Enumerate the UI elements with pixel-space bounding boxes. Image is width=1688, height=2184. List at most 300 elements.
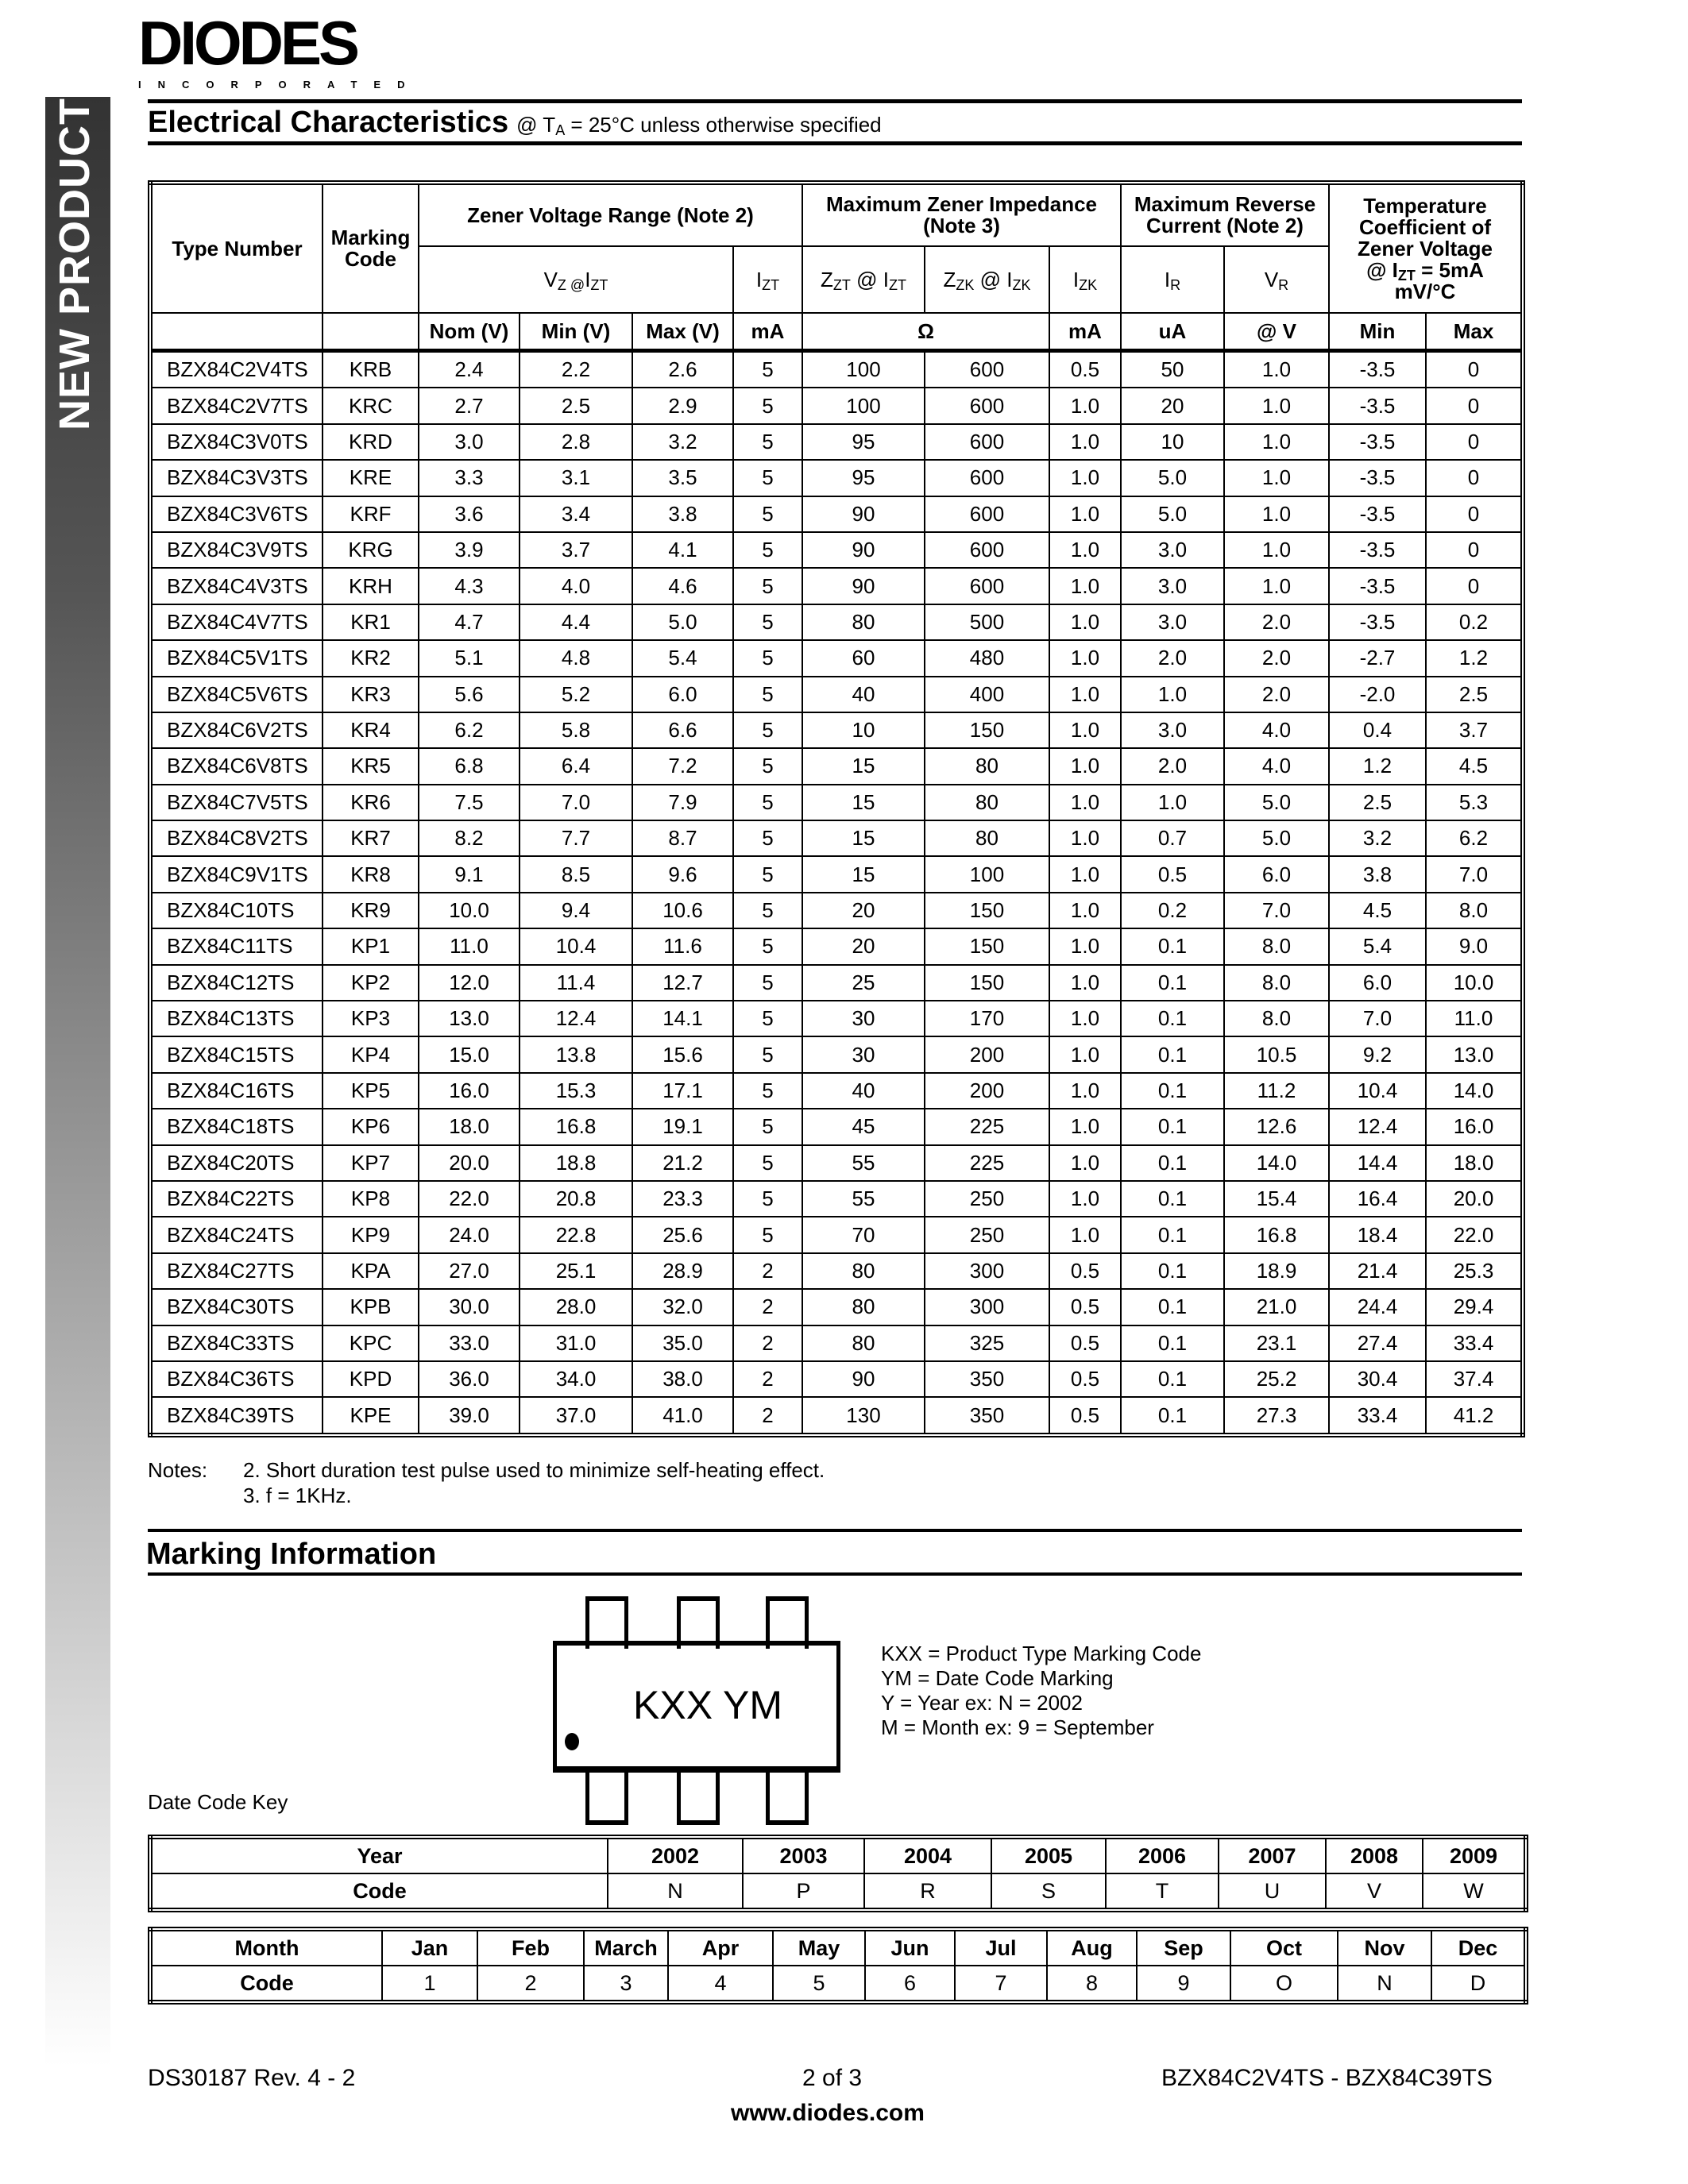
table-cell: 2.7 [419, 388, 520, 423]
unit-header: Min (V) [520, 313, 632, 351]
table-cell: 0.1 [1121, 1253, 1224, 1289]
header-vr: $V_R$ [1224, 246, 1329, 313]
table-cell: 27.4 [1329, 1325, 1426, 1361]
table-cell: 38.0 [632, 1361, 733, 1397]
table-cell: -3.5 [1329, 532, 1426, 568]
table-cell: 11.2 [1224, 1073, 1329, 1109]
table-row [150, 785, 1523, 820]
header-zzt: $Z_{ZT}$ @ $I_{ZT}$ [802, 246, 925, 313]
table-cell: 6.0 [632, 677, 733, 712]
table-row [150, 1217, 1523, 1252]
table-cell: 18.9 [1224, 1253, 1329, 1289]
table-cell: 2 [733, 1289, 802, 1325]
table-cell: 30 [802, 1036, 925, 1072]
table-row [150, 1001, 1523, 1036]
table-row [150, 1325, 1523, 1361]
table-cell: 1.0 [1049, 965, 1121, 1001]
table-cell: 325 [925, 1325, 1049, 1361]
table-cell: 10.5 [1224, 1036, 1329, 1072]
table-cell: 0.1 [1121, 928, 1224, 964]
table-cell: 7.7 [520, 820, 632, 856]
table-cell: BZX84C22TS [150, 1181, 323, 1217]
table-cell: 300 [925, 1253, 1049, 1289]
legend-line: KXX = Product Type Marking Code [881, 1642, 1202, 1665]
table-cell: 8.0 [1224, 965, 1329, 1001]
table-cell: 1.0 [1049, 640, 1121, 676]
note-3: 3. f = 1KHz. [243, 1484, 352, 1507]
date-code-cell: D [1431, 1966, 1526, 2002]
table-cell: -3.5 [1329, 568, 1426, 604]
table-cell: BZX84C5V1TS [150, 640, 323, 676]
table-cell: 0.2 [1426, 604, 1523, 640]
table-cell: 95 [802, 460, 925, 496]
table-cell: KP7 [323, 1145, 419, 1181]
table-cell: 80 [925, 820, 1049, 856]
table-cell: 24.4 [1329, 1289, 1426, 1325]
table-cell: KP5 [323, 1073, 419, 1109]
table-cell: 0.5 [1121, 856, 1224, 892]
table-cell: BZX84C27TS [150, 1253, 323, 1289]
table-cell: 5.3 [1426, 785, 1523, 820]
table-cell: 3.4 [520, 496, 632, 532]
table-cell: 12.4 [1329, 1109, 1426, 1144]
table-cell: 5 [733, 1036, 802, 1072]
year-code-table [148, 1835, 1528, 1912]
table-cell: 0.1 [1121, 1289, 1224, 1325]
date-code-cell: Jan [382, 1929, 477, 1966]
date-code-cell: S [991, 1873, 1106, 1910]
date-code-cell: 8 [1047, 1966, 1137, 2002]
header-ir: $I_R$ [1121, 246, 1224, 313]
table-cell: 11.6 [632, 928, 733, 964]
table-cell: 3.5 [632, 460, 733, 496]
date-code-cell: Oct [1230, 1929, 1338, 1966]
table-cell: 5 [733, 1073, 802, 1109]
table-cell: 11.0 [1426, 1001, 1523, 1036]
table-cell: 25.2 [1224, 1361, 1329, 1397]
table-cell: 400 [925, 677, 1049, 712]
table-cell: 23.3 [632, 1181, 733, 1217]
table-cell: 4.7 [419, 604, 520, 640]
table-cell: 1.2 [1426, 640, 1523, 676]
table-cell: 5.8 [520, 712, 632, 748]
table-cell: 18.8 [520, 1145, 632, 1181]
table-cell: 7.2 [632, 748, 733, 784]
table-cell: 0.1 [1121, 1181, 1224, 1217]
table-cell: 90 [802, 1361, 925, 1397]
table-cell: 8.2 [419, 820, 520, 856]
table-cell: KP9 [323, 1217, 419, 1252]
table-cell: 31.0 [520, 1325, 632, 1361]
table-cell: 50 [1121, 351, 1224, 388]
table-cell: 7.5 [419, 785, 520, 820]
table-cell: 35.0 [632, 1325, 733, 1361]
table-cell: 225 [925, 1109, 1049, 1144]
table-cell: 5 [733, 893, 802, 928]
table-cell: 600 [925, 532, 1049, 568]
unit-header: Min [1329, 313, 1426, 351]
table-cell: KRD [323, 424, 419, 460]
table-row [150, 1073, 1523, 1109]
date-code-cell: W [1423, 1873, 1526, 1910]
table-cell: KR4 [323, 712, 419, 748]
table-cell: 0 [1426, 424, 1523, 460]
table-row [150, 1397, 1523, 1434]
table-cell: 13.0 [1426, 1036, 1523, 1072]
table-cell: 39.0 [419, 1397, 520, 1434]
table-cell: 1.0 [1049, 1036, 1121, 1072]
table-cell: 4.6 [632, 568, 733, 604]
date-code-cell: Jun [865, 1929, 955, 1966]
table-cell: 60 [802, 640, 925, 676]
table-cell: 1.0 [1049, 388, 1121, 423]
table-cell: 5.2 [520, 677, 632, 712]
date-code-cell: 2003 [743, 1837, 864, 1873]
table-cell: 600 [925, 351, 1049, 388]
table-cell: 2 [733, 1361, 802, 1397]
table-cell: 32.0 [632, 1289, 733, 1325]
table-row [150, 460, 1523, 496]
pin-icon [677, 1773, 720, 1825]
table-cell: 10 [1121, 424, 1224, 460]
table-cell: 0.1 [1121, 965, 1224, 1001]
table-cell: 90 [802, 568, 925, 604]
table-cell: 4.0 [1224, 748, 1329, 784]
table-cell: 0.1 [1121, 1145, 1224, 1181]
table-cell: 1.0 [1049, 532, 1121, 568]
table-cell: 0.2 [1121, 893, 1224, 928]
table-cell: 21.0 [1224, 1289, 1329, 1325]
table-cell: 9.6 [632, 856, 733, 892]
table-cell: 600 [925, 460, 1049, 496]
table-cell: 80 [925, 748, 1049, 784]
table-cell: KRF [323, 496, 419, 532]
table-cell: 90 [802, 496, 925, 532]
table-cell: 12.6 [1224, 1109, 1329, 1144]
table-cell: 2 [733, 1253, 802, 1289]
table-cell: 600 [925, 424, 1049, 460]
header-zener-voltage: Zener Voltage Range (Note 2) [419, 183, 802, 246]
table-cell: 20.0 [419, 1145, 520, 1181]
table-cell: 2.5 [1426, 677, 1523, 712]
table-cell: 25 [802, 965, 925, 1001]
table-cell: 9.0 [1426, 928, 1523, 964]
table-cell: 4.0 [1224, 712, 1329, 748]
table-cell: 13.0 [419, 1001, 520, 1036]
table-cell: 4.1 [632, 532, 733, 568]
table-cell: 80 [802, 1253, 925, 1289]
table-cell: 8.0 [1224, 928, 1329, 964]
table-cell: 1.0 [1049, 893, 1121, 928]
table-cell: 1.0 [1049, 856, 1121, 892]
table-cell: 7.9 [632, 785, 733, 820]
table-cell: 20.0 [1426, 1181, 1523, 1217]
table-cell: 11.4 [520, 965, 632, 1001]
table-cell: 90 [802, 532, 925, 568]
table-cell: BZX84C6V2TS [150, 712, 323, 748]
table-cell: 14.0 [1426, 1073, 1523, 1109]
table-cell: 1.0 [1049, 1001, 1121, 1036]
date-code-cell: Jul [955, 1929, 1047, 1966]
table-row [150, 1145, 1523, 1181]
table-cell: 0.5 [1049, 351, 1121, 388]
date-code-cell: Sep [1137, 1929, 1230, 1966]
pin-icon [585, 1773, 628, 1825]
table-cell: 28.9 [632, 1253, 733, 1289]
table-cell: 33.4 [1426, 1325, 1523, 1361]
notes-label: Notes: [148, 1458, 208, 1482]
table-cell: 1.0 [1049, 820, 1121, 856]
table-cell: 0.1 [1121, 1217, 1224, 1252]
table-cell: 33.4 [1329, 1397, 1426, 1434]
table-cell: 5 [733, 928, 802, 964]
table-cell: 480 [925, 640, 1049, 676]
table-cell: KRG [323, 532, 419, 568]
unit-header: Ω [802, 313, 1049, 351]
table-cell: 2.6 [632, 351, 733, 388]
table-cell: BZX84C4V3TS [150, 568, 323, 604]
table-cell: 3.6 [419, 496, 520, 532]
table-row [150, 424, 1523, 460]
table-cell: 4.5 [1329, 893, 1426, 928]
table-cell: BZX84C15TS [150, 1036, 323, 1072]
table-cell: BZX84C3V9TS [150, 532, 323, 568]
date-code-cell: 5 [773, 1966, 865, 2002]
date-code-cell: R [864, 1873, 991, 1910]
table-cell: KR8 [323, 856, 419, 892]
table-cell: 0.5 [1049, 1253, 1121, 1289]
table-cell: 2.2 [520, 351, 632, 388]
table-cell: 5.0 [1224, 820, 1329, 856]
table-row [150, 928, 1523, 964]
date-code-cell: V [1326, 1873, 1423, 1910]
table-cell: 200 [925, 1073, 1049, 1109]
table-cell: 1.0 [1121, 785, 1224, 820]
table-row [150, 1253, 1523, 1289]
footer-url-link[interactable]: www.diodes.com [731, 2100, 925, 2126]
table-cell: 1.0 [1049, 460, 1121, 496]
table-cell: 1.0 [1049, 568, 1121, 604]
table-row [150, 893, 1523, 928]
table-cell: 5 [733, 677, 802, 712]
table-cell: 5 [733, 568, 802, 604]
legend-line: Y = Year ex: N = 2002 [881, 1691, 1083, 1715]
table-cell: KRC [323, 388, 419, 423]
table-cell: 1.0 [1049, 712, 1121, 748]
table-cell: 6.4 [520, 748, 632, 784]
header-izt: $I_{ZT}$ [733, 246, 802, 313]
table-cell: 1.0 [1049, 1217, 1121, 1252]
table-row [150, 496, 1523, 532]
header-type-number: Type Number [150, 183, 323, 313]
table-cell: BZX84C9V1TS [150, 856, 323, 892]
table-cell: 7.0 [1426, 856, 1523, 892]
logo-subtext: INCORPORATED [138, 79, 422, 91]
month-code-table [148, 1927, 1528, 2005]
table-cell: 1.0 [1224, 532, 1329, 568]
date-code-cell: P [743, 1873, 864, 1910]
table-cell: 1.0 [1049, 1181, 1121, 1217]
table-cell: 9.4 [520, 893, 632, 928]
table-cell: 22.0 [1426, 1217, 1523, 1252]
table-cell: 2 [733, 1325, 802, 1361]
table-cell: 15.6 [632, 1036, 733, 1072]
table-cell: BZX84C2V7TS [150, 388, 323, 423]
table-cell: 21.4 [1329, 1253, 1426, 1289]
header-max-impedance: Maximum Zener Impedance (Note 3) [802, 183, 1121, 246]
table-cell: 1.0 [1049, 785, 1121, 820]
table-cell: 16.0 [419, 1073, 520, 1109]
table-cell: 34.0 [520, 1361, 632, 1397]
table-cell: 0 [1426, 532, 1523, 568]
table-cell: 1.0 [1049, 1145, 1121, 1181]
table-cell: 0.7 [1121, 820, 1224, 856]
header-max-reverse: Maximum Reverse Current (Note 2) [1121, 183, 1329, 246]
table-cell: 18.0 [1426, 1145, 1523, 1181]
table-cell: 24.0 [419, 1217, 520, 1252]
table-cell: 16.0 [1426, 1109, 1523, 1144]
table-cell: 5 [733, 460, 802, 496]
table-cell: 3.3 [419, 460, 520, 496]
table-cell: 600 [925, 388, 1049, 423]
table-cell: 4.5 [1426, 748, 1523, 784]
blank-cell [323, 313, 419, 351]
table-cell: 5 [733, 748, 802, 784]
table-cell: 0 [1426, 388, 1523, 423]
table-cell: 5 [733, 1217, 802, 1252]
table-cell: 19.1 [632, 1109, 733, 1144]
table-cell: 17.1 [632, 1073, 733, 1109]
table-cell: 14.4 [1329, 1145, 1426, 1181]
table-cell: 18.0 [419, 1109, 520, 1144]
table-cell: 600 [925, 568, 1049, 604]
table-cell: 5 [733, 424, 802, 460]
table-cell: 5.4 [632, 640, 733, 676]
table-cell: 1.0 [1049, 748, 1121, 784]
table-cell: 20 [802, 928, 925, 964]
unit-header: Max (V) [632, 313, 733, 351]
table-cell: 2.4 [419, 351, 520, 388]
table-cell: 3.2 [1329, 820, 1426, 856]
diodes-logo [138, 8, 424, 91]
table-cell: -3.5 [1329, 604, 1426, 640]
table-cell: 7.0 [520, 785, 632, 820]
unit-header: @ V [1224, 313, 1329, 351]
table-cell: -2.0 [1329, 677, 1426, 712]
table-cell: 5.6 [419, 677, 520, 712]
table-cell: 150 [925, 712, 1049, 748]
table-cell: 3.0 [1121, 568, 1224, 604]
sidebar-label: NEW PRODUCT [51, 98, 98, 430]
table-cell: 25.6 [632, 1217, 733, 1252]
table-cell: 16.8 [520, 1109, 632, 1144]
unit-header: mA [1049, 313, 1121, 351]
date-code-cell: 2 [477, 1966, 584, 2002]
table-cell: 15 [802, 820, 925, 856]
pin-icon [766, 1773, 809, 1825]
table-cell: 14.1 [632, 1001, 733, 1036]
table-cell: BZX84C30TS [150, 1289, 323, 1325]
table-cell: 1.2 [1329, 748, 1426, 784]
table-cell: BZX84C8V2TS [150, 820, 323, 856]
date-code-cell: O [1230, 1966, 1338, 2002]
table-cell: 9.2 [1329, 1036, 1426, 1072]
pin1-dot-icon [565, 1733, 579, 1750]
table-cell: KR2 [323, 640, 419, 676]
table-cell: KR3 [323, 677, 419, 712]
table-cell: 20 [1121, 388, 1224, 423]
date-code-cell: 2005 [991, 1837, 1106, 1873]
table-cell: 350 [925, 1361, 1049, 1397]
table-cell: 0.1 [1121, 1361, 1224, 1397]
table-cell: 3.1 [520, 460, 632, 496]
table-cell: 0.1 [1121, 1109, 1224, 1144]
table-cell: 1.0 [1049, 424, 1121, 460]
table-cell: KP8 [323, 1181, 419, 1217]
date-code-key-label: Date Code Key [148, 1790, 288, 1814]
table-cell: 0.1 [1121, 1073, 1224, 1109]
table-cell: 10.6 [632, 893, 733, 928]
table-cell: 0.1 [1121, 1325, 1224, 1361]
table-cell: BZX84C12TS [150, 965, 323, 1001]
table-cell: 5 [733, 604, 802, 640]
table-cell: 2.0 [1121, 640, 1224, 676]
date-code-cell: 1 [382, 1966, 477, 2002]
table-cell: KP6 [323, 1109, 419, 1144]
table-cell: 10.4 [1329, 1073, 1426, 1109]
table-row [150, 604, 1523, 640]
date-code-cell: Dec [1431, 1929, 1526, 1966]
table-cell: 8.0 [1426, 893, 1523, 928]
table-cell: KR9 [323, 893, 419, 928]
table-cell: 70 [802, 1217, 925, 1252]
table-row [150, 820, 1523, 856]
table-cell: 41.2 [1426, 1397, 1523, 1434]
table-cell: 7.0 [1224, 893, 1329, 928]
code-row-label: Code [150, 1873, 608, 1910]
table-cell: 22.0 [419, 1181, 520, 1217]
table-cell: 3.0 [1121, 532, 1224, 568]
table-cell: 250 [925, 1217, 1049, 1252]
table-cell: 30.4 [1329, 1361, 1426, 1397]
table-cell: 225 [925, 1145, 1049, 1181]
date-code-cell: U [1219, 1873, 1326, 1910]
table-row [150, 532, 1523, 568]
table-cell: BZX84C36TS [150, 1361, 323, 1397]
divider [148, 99, 1522, 103]
table-cell: 5 [733, 820, 802, 856]
table-cell: KP1 [323, 928, 419, 964]
new-product-sidebar [45, 97, 110, 2066]
date-code-cell: 2006 [1106, 1837, 1219, 1873]
unit-header: Max [1426, 313, 1523, 351]
package-body [553, 1641, 840, 1773]
table-cell: 200 [925, 1036, 1049, 1072]
table-cell: 2.0 [1224, 640, 1329, 676]
table-row [150, 388, 1523, 423]
date-code-cell: T [1106, 1873, 1219, 1910]
table-cell: 15.4 [1224, 1181, 1329, 1217]
table-cell: 3.0 [1121, 604, 1224, 640]
table-cell: -3.5 [1329, 496, 1426, 532]
table-cell: 600 [925, 496, 1049, 532]
table-cell: 15.0 [419, 1036, 520, 1072]
table-cell: 2 [733, 1397, 802, 1434]
table-cell: 0 [1426, 351, 1523, 388]
table-cell: 2.5 [520, 388, 632, 423]
table-row [150, 677, 1523, 712]
table-cell: 40 [802, 1073, 925, 1109]
